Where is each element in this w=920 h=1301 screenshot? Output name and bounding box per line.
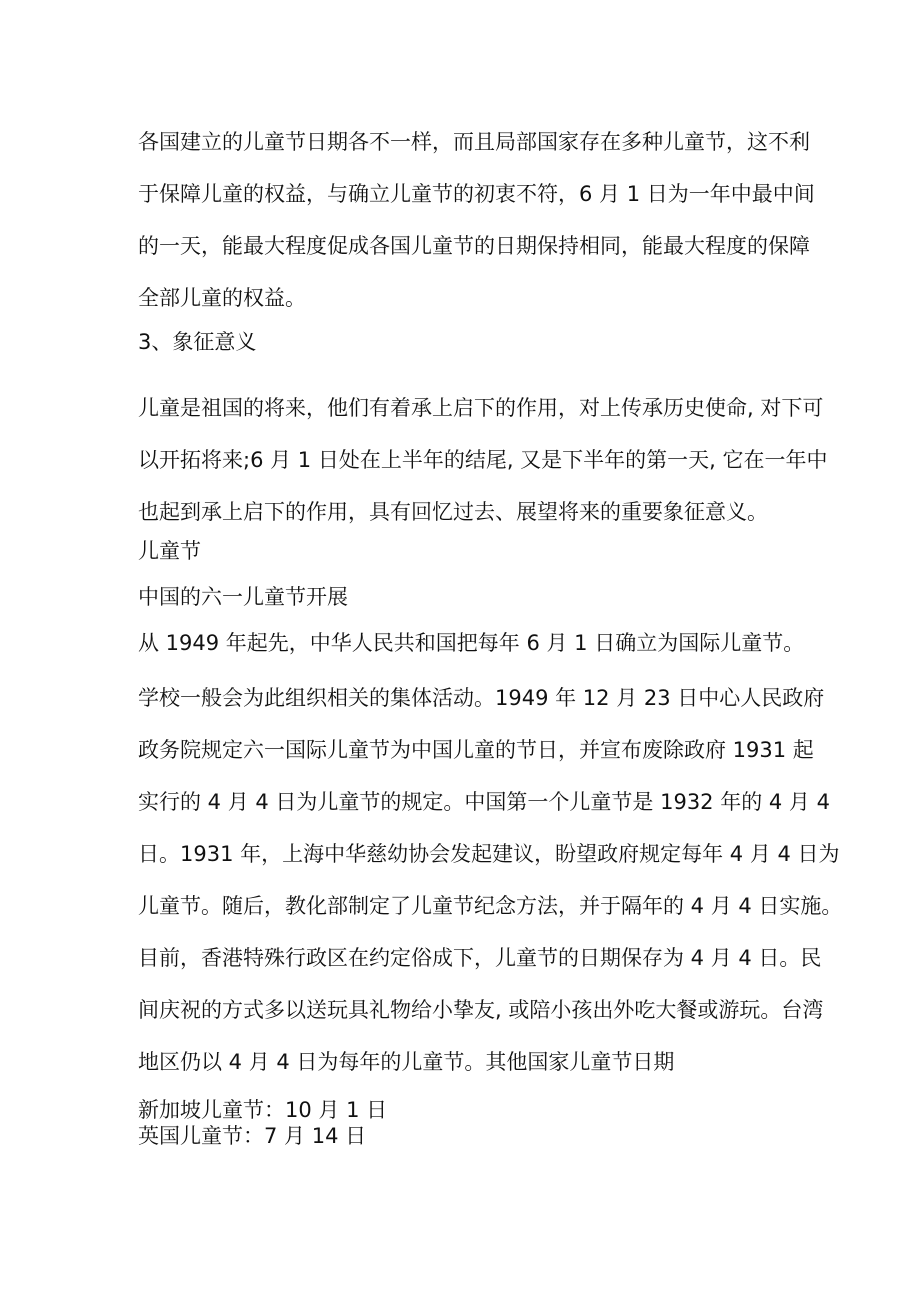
line-children-day: 儿童节 [138, 539, 201, 563]
line-since-1949: 从 1949 年起先，中华人民共和国把每年 6 月 1 日确立为国际儿童节。 [138, 631, 805, 655]
text-line: 目前，香港特殊行政区在约定俗成下，儿童节的日期保存为 4 月 4 日。民 [138, 946, 822, 970]
text-line: 学校一般会为此组织相关的集体活动。1949 年 12 月 23 日中心人民政府 [138, 686, 825, 710]
line-uk: 英国儿童节：7 月 14 日 [138, 1124, 367, 1148]
paragraph-history [138, 672, 843, 1088]
paragraph-symbolism [138, 382, 828, 538]
paragraph-date-origin [138, 116, 815, 324]
line-china-development: 中国的六一儿童节开展 [138, 585, 348, 609]
text-line: 儿童是祖国的将来，他们有着承上启下的作用，对上传承历史使命, 对下可 [138, 396, 824, 420]
text-line: 儿童节。随后，教化部制定了儿童节纪念方法，并于隔年的 4 月 4 日实施。 [138, 894, 843, 918]
text-line: 日。1931 年，上海中华慈幼协会发起建议，盼望政府规定每年 4 月 4 日为 [138, 842, 840, 866]
section-heading-symbolism: 3、象征意义 [138, 330, 257, 354]
text-line: 全部儿童的权益。 [138, 286, 306, 310]
text-line: 政务院规定六一国际儿童节为中国儿童的节日，并宣布废除政府 1931 起 [138, 738, 814, 762]
text-line: 于保障儿童的权益，与确立儿童节的初衷不符，6 月 1 日为一年中最中间 [138, 182, 815, 206]
text-line: 各国建立的儿童节日期各不一样，而且局部国家存在多种儿童节，这不利 [138, 130, 810, 154]
text-line: 地区仍以 4 月 4 日为每年的儿童节。其他国家儿童节日期 [138, 1050, 675, 1074]
text-line: 实行的 4 月 4 日为儿童节的规定。中国第一个儿童节是 1932 年的 4 月 4 [138, 790, 830, 814]
text-line: 以开拓将来;6 月 1 日处在上半年的结尾, 又是下半年的第一天, 它在一年中 [138, 448, 828, 472]
line-singapore: 新加坡儿童节：10 月 1 日 [138, 1098, 388, 1122]
text-line: 间庆祝的方式多以送玩具礼物给小挚友, 或陪小孩出外吃大餐或游玩。台湾 [138, 998, 824, 1022]
text-line: 的一天，能最大程度促成各国儿童节的日期保持相同，能最大程度的保障 [138, 234, 810, 258]
text-line: 也起到承上启下的作用，具有回忆过去、展望将来的重要象征意义。 [138, 500, 768, 524]
